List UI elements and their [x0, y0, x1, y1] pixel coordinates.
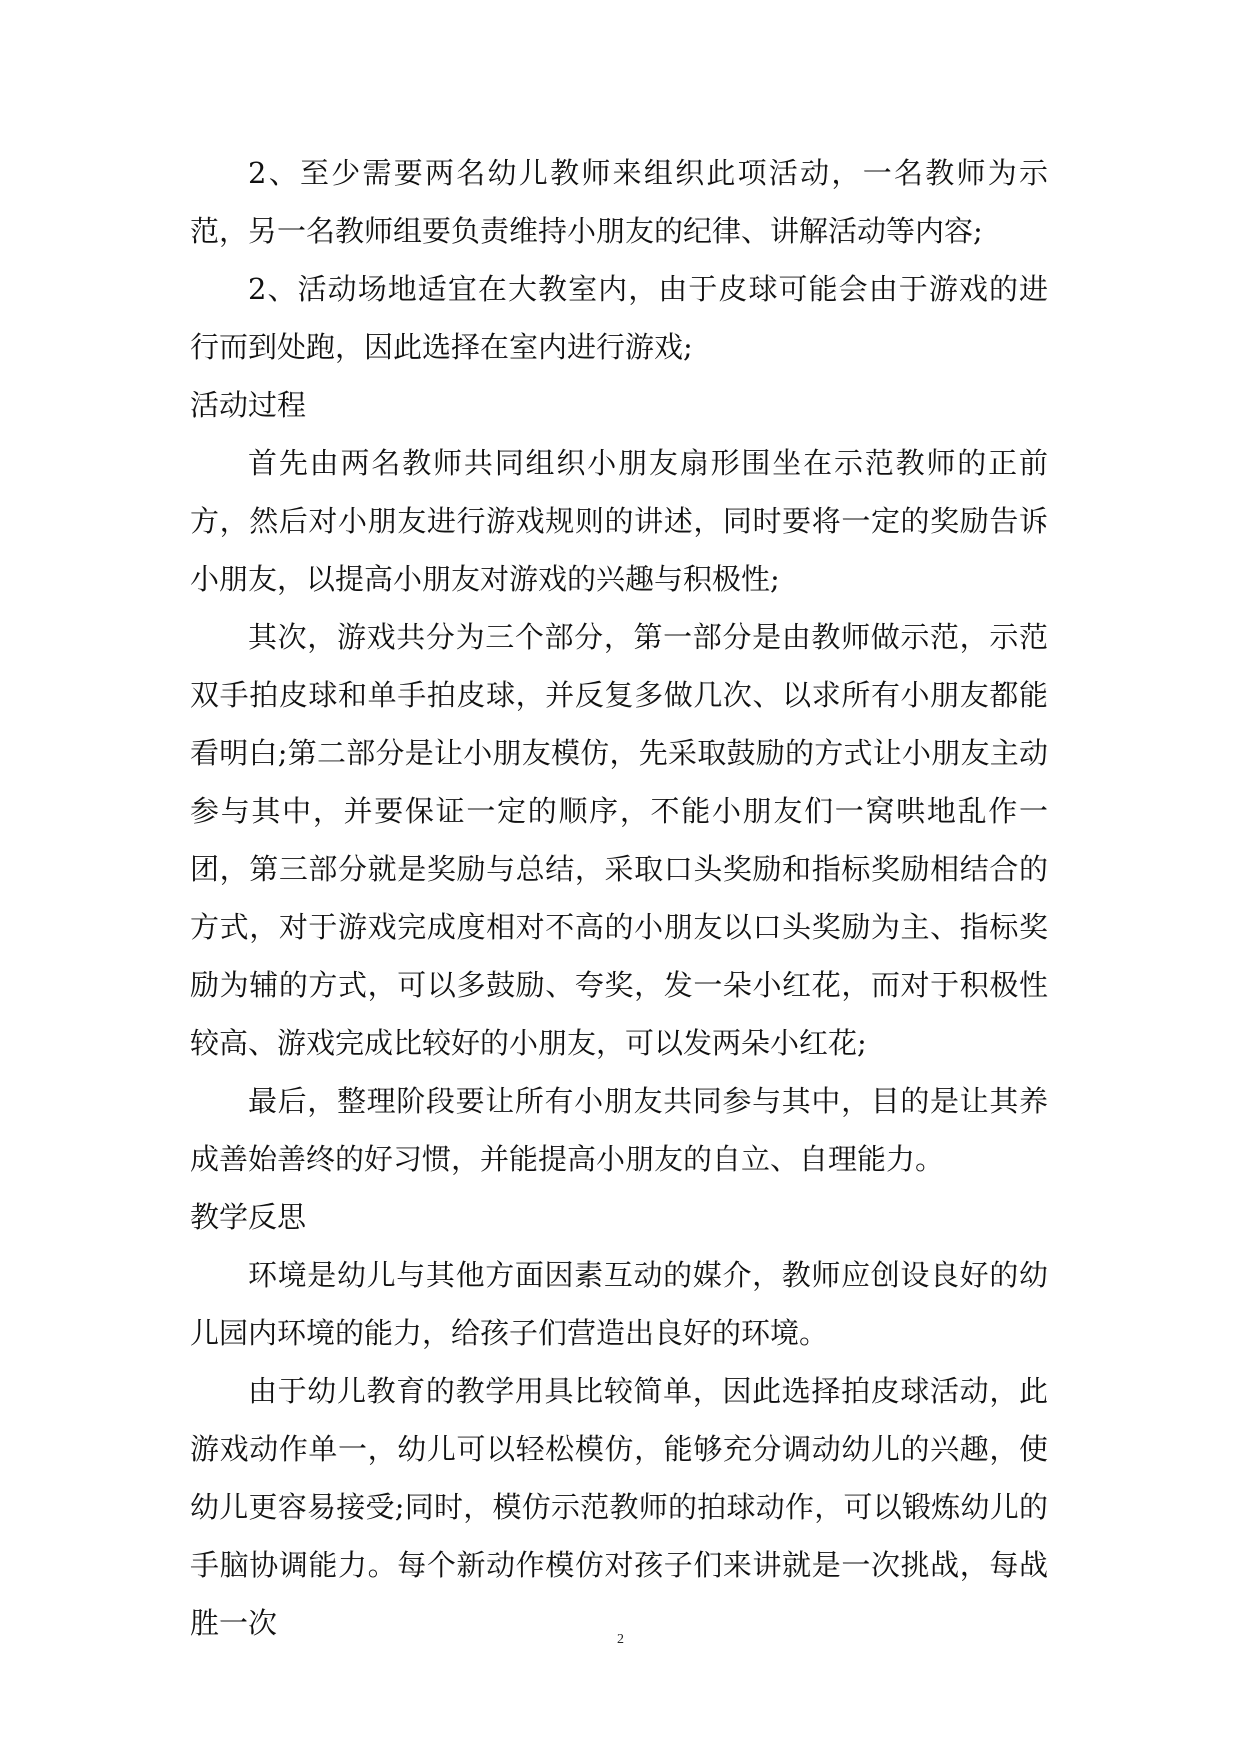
page-number: 2	[617, 1632, 624, 1647]
paragraph-environment: 环境是幼儿与其他方面因素互动的媒介，教师应创设良好的幼儿园内环境的能力，给孩子们营造出良好的环境。	[190, 1258, 1048, 1350]
section-heading-activity-process: 活动过程	[190, 388, 307, 422]
section-heading-teaching-reflection: 教学反思	[190, 1200, 307, 1234]
paragraph-second-step: 其次，游戏共分为三个部分，第一部分是由教师做示范，示范双手拍皮球和单手拍皮球，并反复多做几次、以求所有小朋友都能看明白;第二部分是让小朋友模仿，先采取鼓励的方式让小朋友主动参与其中，并要保证一定的顺序，不能小朋友们一窝哄地乱作一团，第三部分就是奖励与总结，采取口头奖励和指标奖励相结合的方式，对于游戏完成度相对不高的小朋友以口头奖励为主、指标奖励为辅的方式，可以多鼓励、夸奖，发一朵小红花，而对于积极性较高、游戏完成比较好的小朋友，可以发两朵小红花;	[190, 620, 1048, 1060]
paragraph-first-step: 首先由两名教师共同组织小朋友扇形围坐在示范教师的正前方，然后对小朋友进行游戏规则的讲述，同时要将一定的奖励告诉小朋友，以提高小朋友对游戏的兴趣与积极性;	[190, 446, 1048, 596]
paragraph-organizer-requirement: 2、至少需要两名幼儿教师来组织此项活动，一名教师为示范，另一名教师组要负责维持小朋友的纪律、讲解活动等内容;	[190, 156, 1048, 248]
paragraph-activity-choice: 由于幼儿教育的教学用具比较简单，因此选择拍皮球活动，此游戏动作单一，幼儿可以轻松模仿，能够充分调动幼儿的兴趣，使幼儿更容易接受;同时，模仿示范教师的拍球动作，可以锻炼幼儿的手脑协调能力。每个新动作模仿对孩子们来讲就是一次挑战，每战胜一次	[190, 1374, 1048, 1640]
paragraph-final-step: 最后，整理阶段要让所有小朋友共同参与其中，目的是让其养成善始善终的好习惯，并能提高小朋友的自立、自理能力。	[190, 1084, 1048, 1176]
document-body	[190, 144, 1048, 1652]
paragraph-venue: 2、活动场地适宜在大教室内，由于皮球可能会由于游戏的进行而到处跑，因此选择在室内进行游戏;	[190, 272, 1048, 364]
